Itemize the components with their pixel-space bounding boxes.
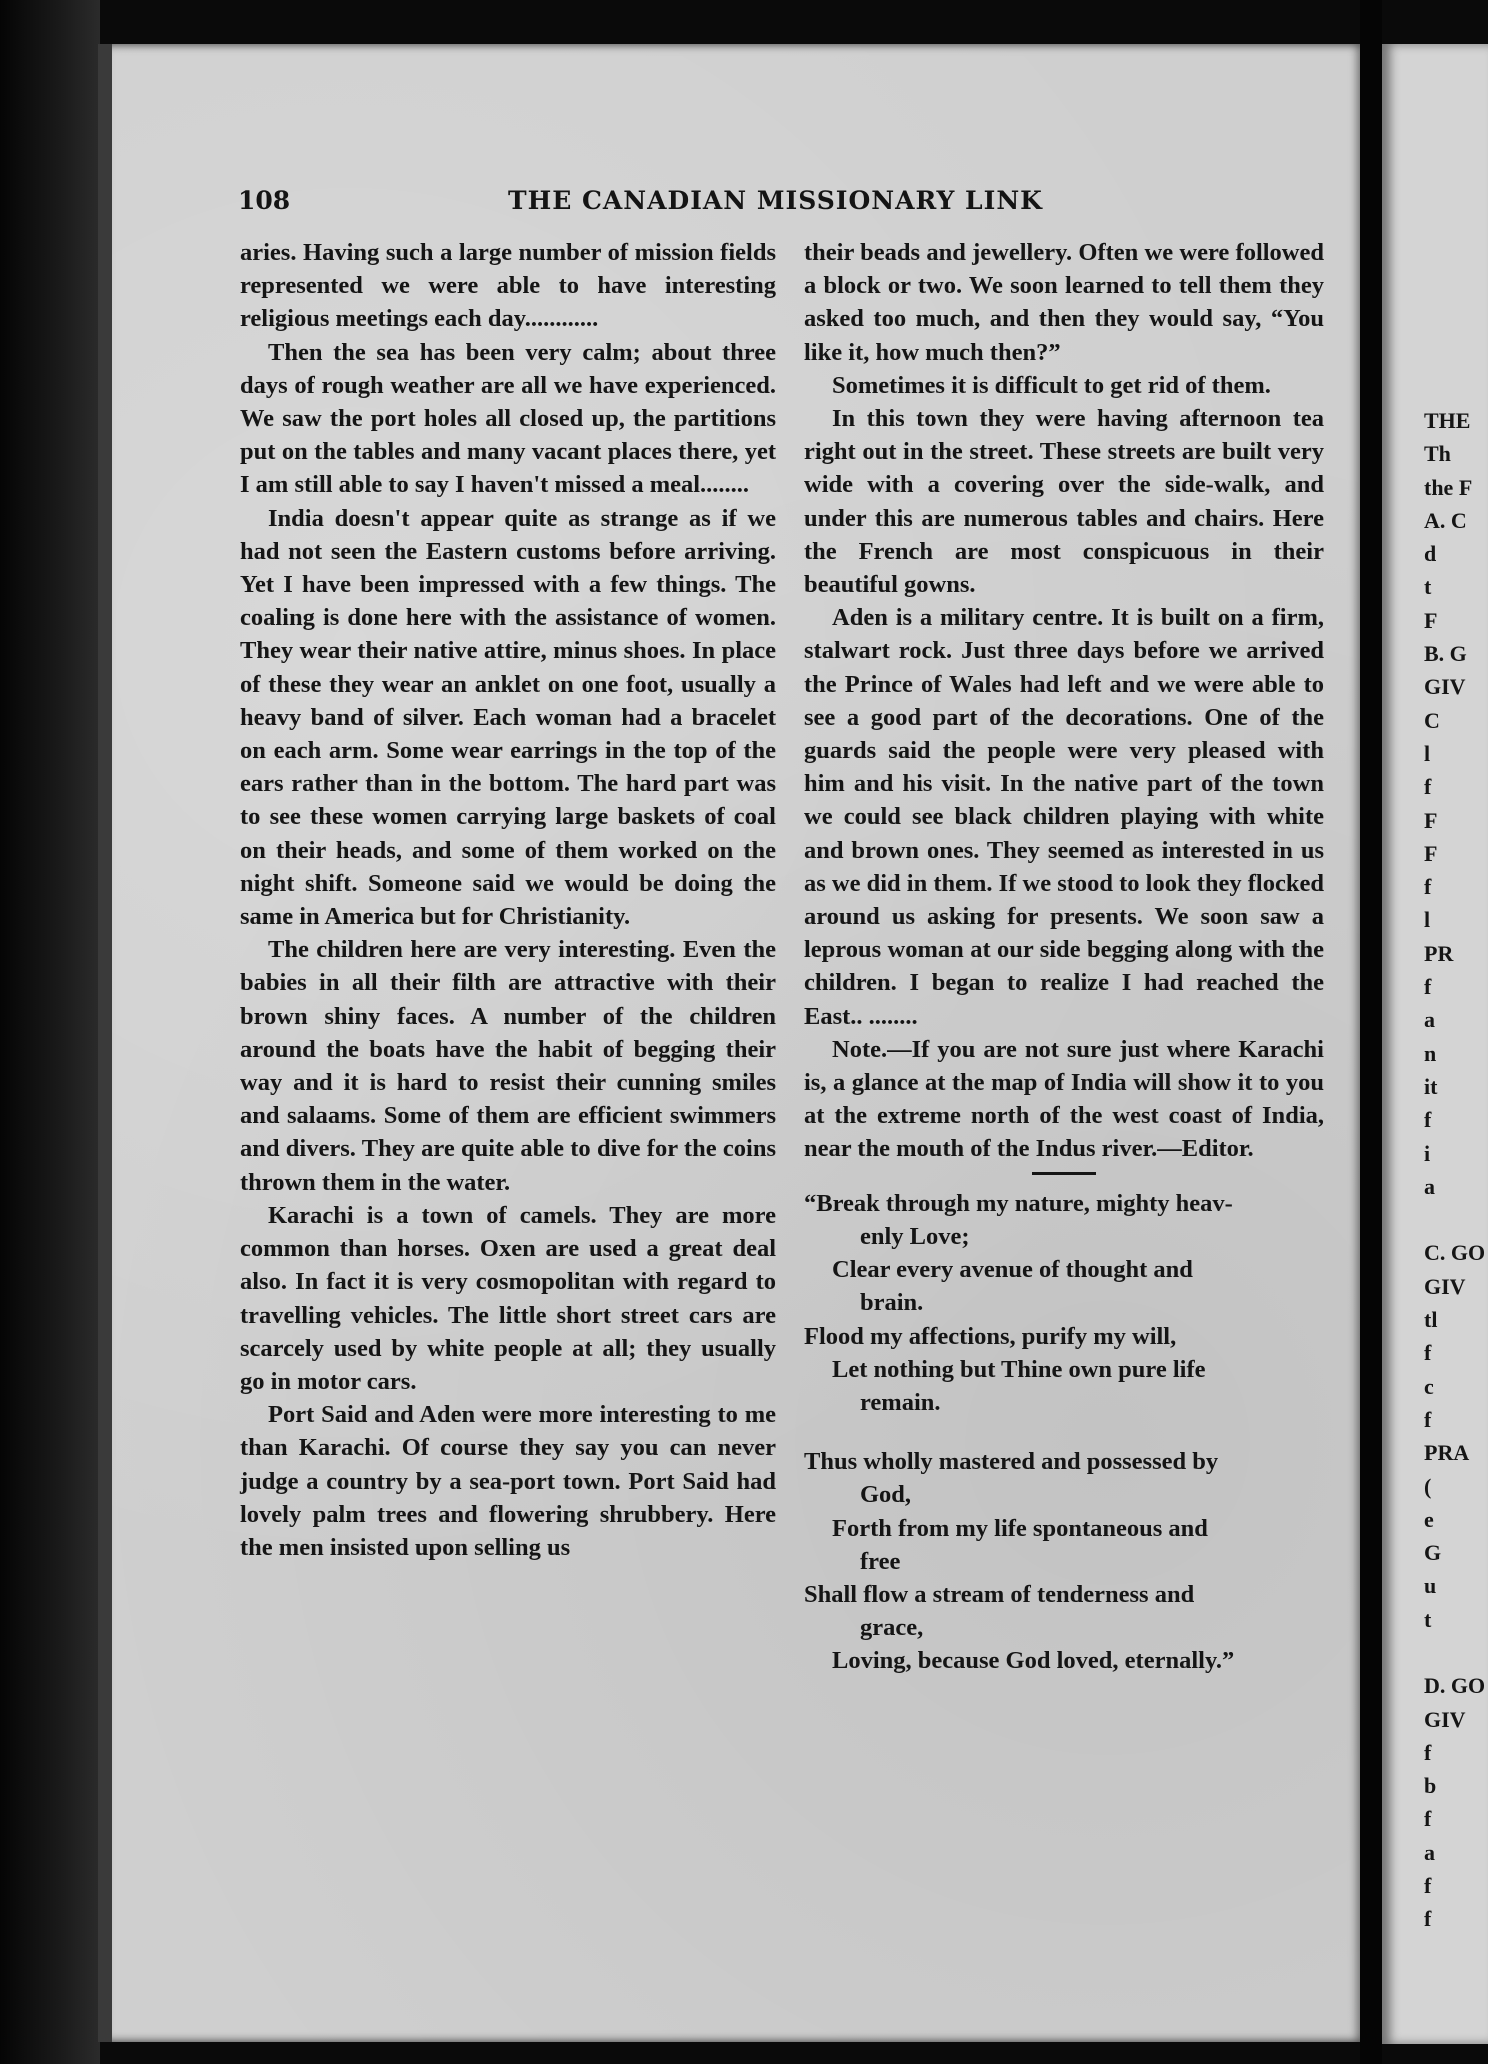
adjacent-page-line-fragment: the F [1424,474,1473,500]
book-spine [0,0,100,2064]
poem-line: brain. [860,1289,924,1317]
adjacent-page-line-fragment: B. G [1424,641,1467,667]
running-title: THE CANADIAN MISSIONARY LINK [508,186,1043,215]
adjacent-page-line-fragment: tl [1424,1307,1438,1333]
adjacent-page-line-fragment: d [1424,541,1437,567]
adjacent-page-line-fragment: f [1424,1406,1432,1432]
adjacent-page-fragment [1382,44,1488,2044]
adjacent-page-line-fragment: F [1424,807,1438,833]
poem-stanza-1 [804,1187,1324,1419]
paragraph: In this town they were having afternoon tea right out in the street. These streets are built very wide with a covering over the side-walk, and under this are numerous tables and chairs. Here the French are most conspicuous in their beautiful gowns. [804,405,1324,599]
adjacent-page-line-fragment: f [1424,1107,1432,1133]
adjacent-page-line-fragment: D. GO [1424,1673,1486,1699]
page-edge-shadow [98,44,112,2042]
poem-line: Loving, because God loved, eternally.” [832,1647,1235,1675]
poem-line: “Break through my nature, mighty heav- [804,1189,1233,1217]
adjacent-page-line-fragment: A. C [1424,507,1467,533]
poem-line: God, [860,1481,912,1509]
adjacent-page-text [1424,404,1485,1936]
adjacent-page-line-fragment: PRA [1424,1440,1470,1466]
adjacent-page-line-fragment: f [1424,874,1432,900]
page-header [238,186,1328,220]
adjacent-page-line-fragment: l [1424,740,1431,766]
adjacent-page-line-fragment: f [1424,1873,1432,1899]
paragraph: Then the sea has been very calm; about three days of rough weather are all we have experienced. We saw the port holes all closed up, the partitions put on the tables and many vacant places there, yet I am still able to say I haven't missed a meal........ [240,338,776,499]
paragraph: India doesn't appear quite as strange as if we had not seen the Eastern customs before arriving. Yet I have been impressed with a few things. The coaling is done here with the assistance of women. They wear their native attire, minus shoes. In place of these they wear an anklet on one foot, usually a heavy band of silver. Each woman had a bracelet on each arm. Some wear earrings in the top of the ears rather than in the bottom. The hard part was to see these women carrying large baskets of coal on their heads, and some of them worked on the night shift. Someone said we would be doing the same in America but for Christianity. [240,504,776,931]
adjacent-page-line-fragment: f [1424,1906,1432,1932]
paragraph: Note.—If you are not sure just where Karachi is, a glance at the map of India will show it to you at the extreme north of the west coast of India, near the mouth of the Indus river.—Editor. [804,1035,1324,1163]
adjacent-page-line-fragment: t [1424,574,1432,600]
adjacent-page-line-fragment: i [1424,1140,1431,1166]
adjacent-page-line-fragment: b [1424,1773,1437,1799]
poem [804,1187,1324,1678]
adjacent-page-line-fragment: PR [1424,940,1454,966]
paragraph: Aden is a military centre. It is built on a firm, stalwart rock. Just three days before we arrived the Prince of Wales had left and we were able to see a good part of the decorations. One of the guards said the people were very pleased with him and his visit. In the native part of the town we could see black children playing with white and brown ones. They seemed as interested in us as we did in them. If we stood to look they flocked around us asking for presents. We soon saw a leprous woman at our side begging along with the children. I began to realize I had reached the East.. ........ [804,604,1324,1030]
adjacent-page-line-fragment: f [1424,1739,1432,1765]
paragraph: aries. Having such a large number of mission fields represented we were able to have interesting religious meetings each day............ [240,239,776,333]
adjacent-page-line-fragment: GIV [1424,1273,1466,1299]
book-gutter [1360,0,1382,2064]
adjacent-page-line-fragment [1424,1636,1485,1669]
adjacent-page-line-fragment: a [1424,1839,1435,1865]
adjacent-page-line-fragment: f [1424,974,1432,1000]
page-number: 108 [238,186,291,215]
poem-line: free [860,1547,901,1575]
adjacent-page-line-fragment: f [1424,1806,1432,1832]
paragraph: Karachi is a town of camels. They are more common than horses. Oxen are used a great deal also. In fact it is very cosmopolitan with regard to travelling vehicles. The little short street cars are scarcely used by white people at all; they usually go in motor cars. [240,1201,776,1395]
adjacent-page-line-fragment: C. GO [1424,1240,1486,1266]
adjacent-page-line-fragment: l [1424,907,1431,933]
right-text-column [804,236,1324,1678]
adjacent-page-line-fragment: C [1424,707,1440,733]
poem-line: remain. [860,1388,941,1416]
adjacent-page-line-fragment: G [1424,1540,1442,1566]
adjacent-page-line-fragment: F [1424,840,1438,866]
paragraph: their beads and jewellery. Often we were followed a block or two. We soon learned to tell them they asked too much, and then they would say, “You like it, how much then?” [804,239,1324,366]
adjacent-page-line-fragment: f [1424,1340,1432,1366]
adjacent-page-line-fragment: Th [1424,441,1451,467]
paragraph: Port Said and Aden were more interesting to me than Karachi. Of course they say you can never judge a country by a sea-port town. Port Said had lovely palm trees and flowering shrubbery. Here the men insisted upon selling us [240,1401,776,1561]
poem-line: Clear every avenue of thought and [832,1256,1193,1284]
adjacent-page-line-fragment: t [1424,1606,1432,1632]
adjacent-page-line-fragment: GIV [1424,1706,1466,1732]
adjacent-page-line-fragment: a [1424,1173,1435,1199]
poem-line: Shall flow a stream of tenderness and [804,1580,1195,1608]
adjacent-page-line-fragment [1424,1203,1485,1236]
poem-line: Thus wholly mastered and possessed by [804,1448,1219,1476]
adjacent-page-line-fragment: it [1424,1073,1438,1099]
poem-stanza-2 [804,1445,1324,1677]
adjacent-page-line-fragment: THE [1424,408,1471,433]
poem-line: Flood my affections, purify my will, [804,1322,1177,1350]
adjacent-page-line-fragment: f [1424,774,1432,800]
poem-line: enly Love; [860,1222,970,1250]
adjacent-page-line-fragment: ( [1424,1473,1432,1499]
adjacent-page-line-fragment: a [1424,1007,1435,1033]
stanza-gap [804,1419,1324,1445]
adjacent-page-line-fragment: e [1424,1506,1434,1532]
right-column-paragraphs [804,236,1324,1166]
adjacent-page-line-fragment: GIV [1424,674,1466,700]
section-divider-rule [1032,1172,1096,1175]
adjacent-page-line-fragment: u [1424,1573,1437,1599]
poem-line: grace, [860,1614,924,1642]
adjacent-page-line-fragment: n [1424,1040,1437,1066]
adjacent-page-line-fragment: c [1424,1373,1434,1399]
paragraph: Sometimes it is difficult to get rid of them. [832,371,1271,399]
paragraph: The children here are very interesting. Even the babies in all their filth are attractive with their brown shiny faces. A number of the children around the boats have the habit of begging their way and it is hard to resist their cunning smiles and salaams. Some of them are efficient swimmers and divers. They are quite able to dive for the coins thrown them in the water. [240,936,776,1196]
poem-line: Forth from my life spontaneous and [832,1514,1208,1542]
poem-line: Let nothing but Thine own pure life [832,1355,1206,1383]
left-text-column [240,236,776,1564]
adjacent-page-line-fragment: F [1424,607,1438,633]
